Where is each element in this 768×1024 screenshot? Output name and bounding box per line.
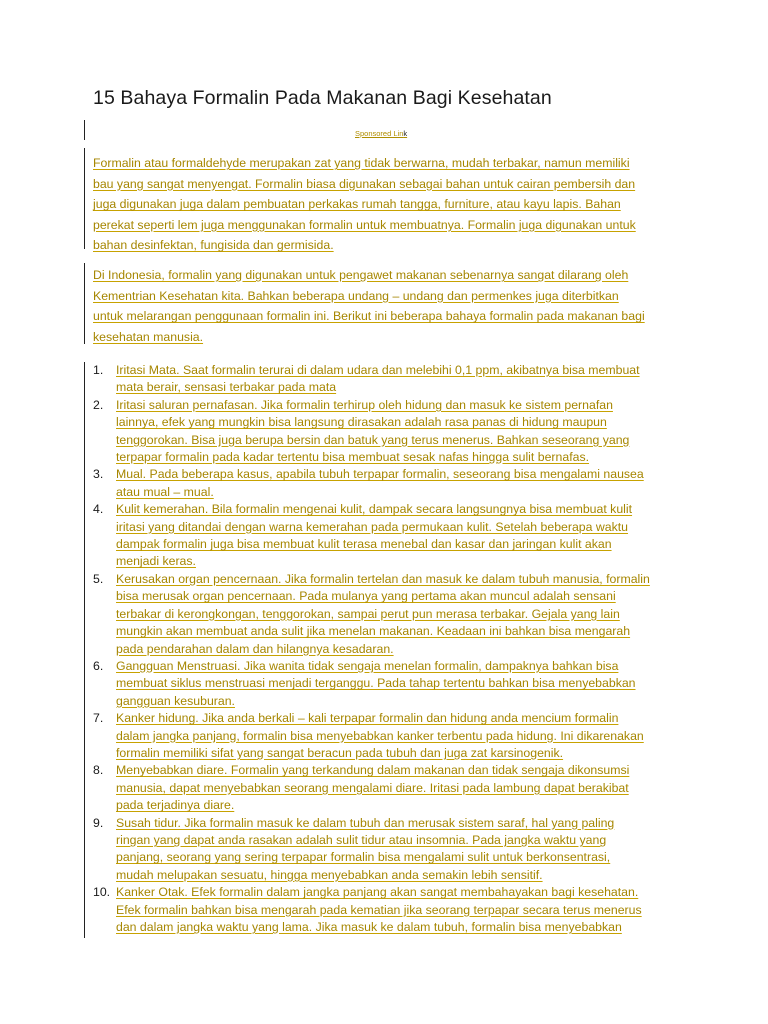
list-item[interactable] [93, 884, 693, 936]
list-number: 6. [93, 658, 104, 673]
list-item[interactable] [93, 362, 693, 397]
left-rule-list [84, 362, 85, 938]
list-item[interactable] [93, 710, 693, 762]
sponsored-link[interactable] [355, 129, 407, 138]
list-item-line[interactable]: Mual. Pada beberapa kasus, apabila tubuh terpapar formalin, seseorang bisa mengalami nausea [116, 467, 644, 482]
list-item-line[interactable]: Iritasi Mata. Saat formalin terurai di dalam udara dan melebihi 0,1 ppm, akibatnya bisa membuat [116, 363, 640, 377]
list-item-line[interactable]: dalam jangka panjang, formalin bisa menyebabkan kanker terbentu pada hidung. Ini dikarenakan [116, 728, 644, 743]
list-item-line[interactable]: Efek formalin bahkan bisa mengarah pada kematian jika seorang terpapar secara terus menerus [116, 902, 642, 917]
list-item-line[interactable]: bisa merusak organ pencernaan. Pada mulanya yang pertama akan muncul adalah sensani [116, 589, 616, 604]
intro-paragraph-1[interactable] [93, 153, 693, 256]
list-item-line[interactable]: membuat siklus menstruasi menjadi terganggu. Pada tahap tertentu bahkan bisa menyebabkan [116, 676, 636, 691]
list-item-line[interactable]: terbakar di kerongkongan, tenggorokan, sampai perut pun merasa terbakar. Gejala yang lain [116, 606, 620, 621]
list-number: 1. [93, 363, 104, 377]
list-number: 4. [93, 502, 104, 517]
list-item-line[interactable]: lainnya, efek yang mungkin bisa langsung dirasakan adalah rasa panas di hidung maupun [116, 415, 607, 430]
list-item-line[interactable]: mudah melupakan sesuatu, hingga menyebabkan anda semakin lebih sensitif. [116, 867, 543, 882]
list-item-line[interactable]: formalin memiliki sifat yang sangat beracun pada tubuh dan juga zat karsinogenik. [116, 745, 564, 760]
list-item-line[interactable]: Gangguan Menstruasi. Jika wanita tidak sengaja menelan formalin, dampaknya bahkan bisa [116, 658, 619, 673]
list-item[interactable] [93, 762, 693, 814]
list-item-line[interactable]: ringan yang dapat anda rasakan adalah sulit tidur atau insomnia. Pada jangka waktu yang [116, 832, 607, 847]
list-item-line[interactable]: terpapar formalin pada kadar tertentu bisa membuat sesak nafas hingga sulit bernafas. [116, 450, 590, 465]
list-item-line[interactable]: Kanker hidung. Jika anda berkali – kali terpapar formalin dan hidung anda mencium formalin [116, 711, 619, 726]
list-item[interactable] [93, 397, 693, 467]
hazards-list [93, 362, 693, 936]
list-item-line[interactable]: Kanker Otak. Efek formalin dalam jangka panjang akan sangat membahayakan bagi kesehatan. [116, 885, 639, 900]
list-item-line[interactable]: Menyebabkan diare. Formalin yang terkandung dalam makanan dan tidak sengaja dikonsumsi [116, 763, 630, 778]
list-item[interactable] [93, 571, 693, 658]
list-item-line[interactable]: menjadi keras. [116, 554, 196, 569]
list-item-line[interactable]: Iritasi saluran pernafasan. Jika formalin terhirup oleh hidung dan masuk ke sistem pernafan [116, 397, 613, 412]
paragraph-line[interactable]: juga digunakan juga dalam pembuatan perkakas rumah tangga, furniture, atau kayu lapis. Bahan [93, 197, 621, 212]
list-item[interactable] [93, 466, 693, 501]
list-item-line[interactable]: dampak formalin juga bisa membuat kulit terasa menebal dan kasar dan jaringan kulit akan [116, 537, 612, 552]
left-rule-intro-1 [84, 148, 85, 249]
paragraph-line[interactable]: Formalin atau formaldehyde merupakan zat yang tidak berwarna, mudah terbakar, namun memiliki [93, 156, 630, 170]
list-item-line[interactable]: pada terjadinya diare. [116, 798, 235, 813]
list-item-line[interactable]: Susah tidur. Jika formalin masuk ke dalam tubuh dan merusak sistem saraf, hal yang paling [116, 815, 615, 830]
list-item-line[interactable]: iritasi yang ditandai dengan warna kemerahan pada permukaan kulit. Setelah beberapa waktu [116, 519, 629, 534]
paragraph-line[interactable]: Di Indonesia, formalin yang digunakan untuk pengawet makanan sebenarnya sangat dilarang oleh [93, 268, 629, 282]
left-rule-top [84, 120, 85, 140]
list-number: 10. [93, 885, 111, 900]
list-item-line[interactable]: dan dalam jangka waktu yang lama. Jika masuk ke dalam tubuh, formalin bisa menyebabkan [116, 920, 622, 934]
sponsored-link-label[interactable]: Sponsored Lin [355, 129, 404, 138]
sponsored-link-tail: k [403, 129, 408, 138]
list-number: 9. [93, 815, 104, 830]
paragraph-line[interactable]: untuk melarangan penggunaan formalin ini. Berikut ini beberapa bahaya formalin pada makanan bagi [93, 309, 645, 324]
list-item-line[interactable]: mungkin akan membuat anda sulit jika menelan makanan. Keadaan ini bahkan bisa mengarah [116, 624, 631, 639]
list-number: 5. [93, 571, 104, 586]
list-number: 7. [93, 711, 104, 726]
list-item-line[interactable]: tenggorokan. Bisa juga berupa bersin dan batuk yang terus menerus. Bahkan seseorang yang [116, 432, 630, 447]
list-item-line[interactable]: manusia, dapat menyebabkan seorang mengalami diare. Iritasi pada lambung dapat berakibat [116, 780, 629, 795]
intro-paragraph-2[interactable] [93, 265, 693, 347]
list-item-line[interactable]: gangguan kesuburan. [116, 693, 235, 708]
page-title: 15 Bahaya Formalin Pada Makanan Bagi Kesehatan [93, 87, 552, 109]
list-item-line[interactable]: mata berair, sensasi terbakar pada mata [116, 380, 337, 395]
list-number: 8. [93, 763, 104, 778]
list-item-line[interactable]: panjang, seorang yang sering terpapar formalin bisa mengalami sulit untuk berkonsentrasi, [116, 850, 611, 865]
list-item[interactable] [93, 658, 693, 710]
paragraph-line[interactable]: kesehatan manusia. [93, 329, 204, 344]
list-item-line[interactable]: atau mual – mual. [116, 484, 214, 499]
list-item-line[interactable]: Kulit kemerahan. Bila formalin mengenai kulit, dampak secara langsungnya bisa membuat kulit [116, 502, 633, 517]
list-item-line[interactable]: pada pendarahan dalam dan hilangnya kesadaran. [116, 641, 394, 656]
list-item[interactable] [93, 501, 693, 571]
list-item[interactable] [93, 815, 693, 885]
paragraph-line[interactable]: perekat seperti lem juga menggunakan formalin untuk membuatnya. Formalin juga digunakan untuk [93, 217, 636, 232]
left-rule-intro-2 [84, 263, 85, 344]
paragraph-line[interactable]: bahan desinfektan, fungisida dan germisida. [93, 238, 334, 253]
list-number: 3. [93, 467, 104, 482]
list-item-line[interactable]: Kerusakan organ pencernaan. Jika formalin tertelan dan masuk ke dalam tubuh manusia, formalin [116, 571, 650, 586]
list-number: 2. [93, 397, 104, 412]
paragraph-line[interactable]: Kementrian Kesehatan kita. Bahkan beberapa undang – undang dan permenkes juga diterbitkan [93, 288, 619, 303]
paragraph-line[interactable]: bau yang sangat menyengat. Formalin biasa digunakan sebagai bahan untuk cairan pembersih dan [93, 176, 636, 191]
